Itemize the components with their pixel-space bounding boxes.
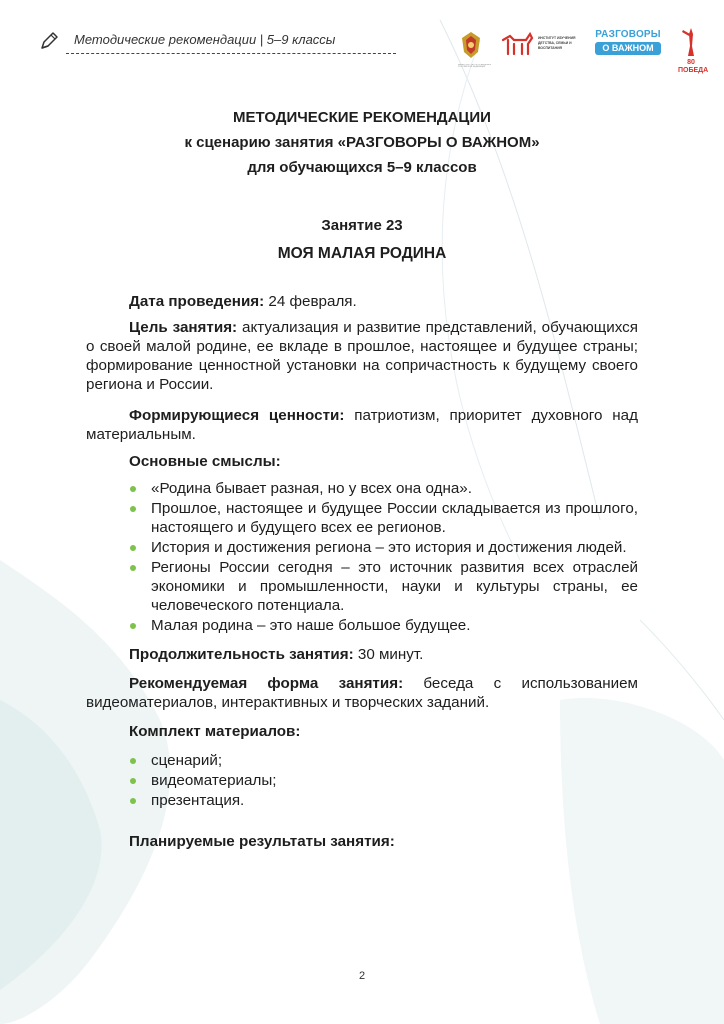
- list-item: видеоматериалы;: [129, 771, 638, 790]
- razgovory-logo: [590, 29, 666, 59]
- list-item: Прошлое, настоящее и будущее России складывается из прошлого, настоящего и будущего всех ее регионов.: [129, 499, 638, 537]
- lesson-name: МОЯ МАЛАЯ РОДИНА: [277, 245, 447, 262]
- ministry-emblem-text: МИНИСТЕРСТВО ПРОСВЕЩЕНИЯ РОССИЙСКОЙ ФЕДЕРАЦИИ: [458, 64, 492, 68]
- razgovory-logo-line1: РАЗГОВОРЫ: [595, 29, 661, 40]
- duration-value: 30 минут.: [353, 646, 424, 663]
- institute-horse-icon: [500, 30, 534, 60]
- victory-80-text: 80 ПОБЕДА: [678, 59, 709, 74]
- date-label: Дата проведения:: [129, 293, 265, 310]
- header-logos: [456, 26, 709, 76]
- victory-monument-icon: [680, 26, 702, 62]
- page-number: 2: [358, 970, 366, 982]
- goal-value: актуализация и развитие представлений, обучающихся о своей малой родине, ее вкладе в прошлое, настоящее и будущее страны; формирование ценностной установки на сопричастность к будущему своего региона и России.: [86, 319, 638, 393]
- list-item: История и достижения региона – это история и достижения людей.: [129, 538, 638, 557]
- lesson-number: Занятие 23: [321, 217, 403, 234]
- duration-label: Продолжительность занятия:: [129, 646, 354, 663]
- meanings-list: [86, 479, 638, 635]
- materials-list: [86, 751, 638, 810]
- header-title: Методические рекомендации | 5–9 классы: [74, 32, 336, 47]
- form-value: беседа с использованием видеоматериалов, интерактивных и творческих заданий.: [86, 675, 638, 711]
- date-paragraph: [86, 292, 638, 311]
- page-header: [38, 26, 709, 76]
- document-body: [86, 292, 638, 859]
- razgovory-logo-line2: О ВАЖНОМ: [595, 42, 661, 55]
- materials-heading: Комплект материалов:: [129, 723, 301, 740]
- list-item: презентация.: [129, 791, 638, 810]
- list-item: Регионы России сегодня – это источник развития всех отраслей экономики и промышленности, науки и культуры страны, ее человеческого потенциала.: [129, 558, 638, 615]
- title-line-1: МЕТОДИЧЕСКИЕ РЕКОМЕНДАЦИИ: [233, 109, 491, 126]
- list-item: Малая родина – это наше большое будущее.: [129, 616, 638, 635]
- pencil-icon: [38, 30, 60, 52]
- meanings-heading: Основные смыслы:: [129, 453, 281, 470]
- ministry-emblem-icon: [456, 28, 486, 64]
- duration-paragraph: [86, 645, 638, 664]
- date-value: 24 февраля.: [264, 293, 357, 310]
- title-line-3: для обучающихся 5–9 классов: [247, 159, 477, 176]
- list-item: сценарий;: [129, 751, 638, 770]
- goal-paragraph: [86, 318, 638, 394]
- form-label: Рекомендуемая форма занятия:: [129, 675, 404, 692]
- form-paragraph: [86, 674, 638, 712]
- values-label: Формирующиеся ценности:: [129, 407, 345, 424]
- values-value: патриотизм, приоритет духовного над материальным.: [86, 407, 638, 443]
- header-divider: [66, 53, 396, 54]
- values-paragraph: [86, 406, 638, 444]
- list-item: «Родина бывает разная, но у всех она одна».: [129, 479, 638, 498]
- goal-label: Цель занятия:: [129, 319, 238, 336]
- document-title: [86, 105, 638, 180]
- title-line-2: к сценарию занятия «РАЗГОВОРЫ О ВАЖНОМ»: [184, 134, 540, 151]
- victory-80-logo: [678, 26, 709, 74]
- institute-logo-text: ИНСТИТУТ ИЗУЧЕНИЯ ДЕТСТВА, СЕМЬИ И ВОСПИТАНИЯ: [538, 36, 576, 50]
- results-heading: Планируемые результаты занятия:: [129, 833, 395, 850]
- lesson-heading: [86, 213, 638, 266]
